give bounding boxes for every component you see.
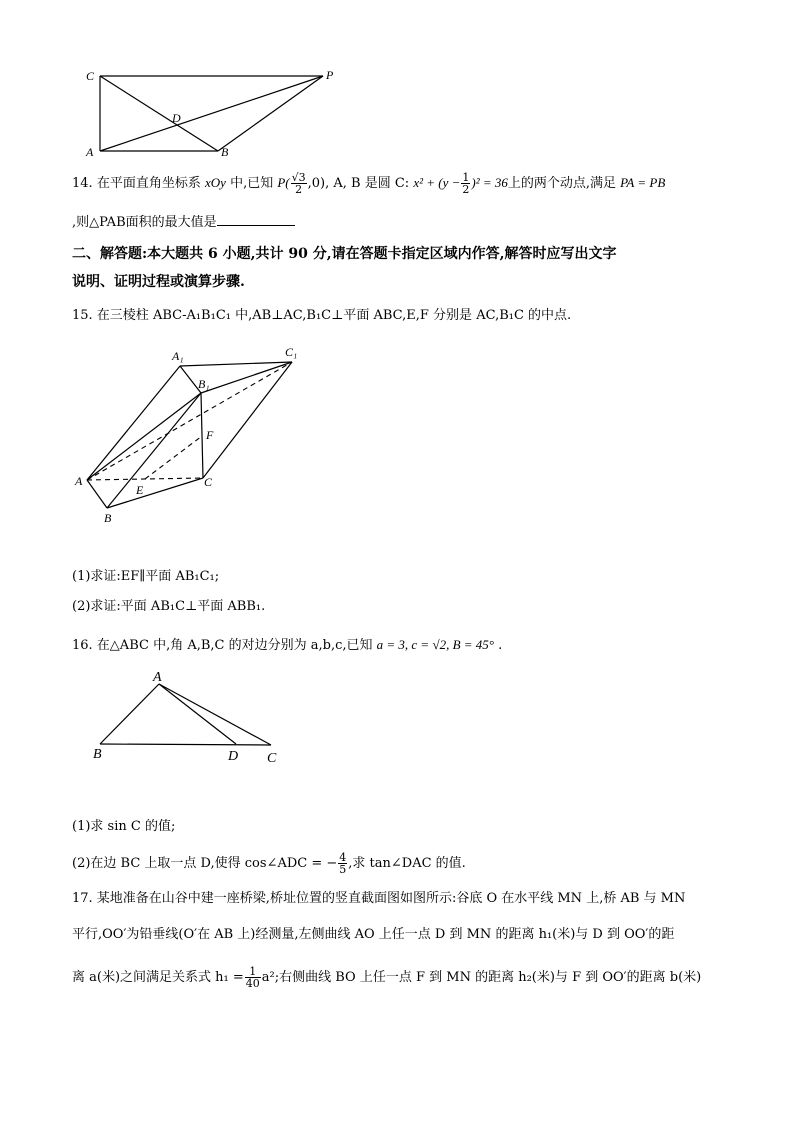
- label-D: D: [172, 111, 181, 125]
- section-heading-cont: 说明、证明过程或演算步骤.: [72, 274, 245, 290]
- fraction: [338, 852, 347, 875]
- label-A1: A₁: [172, 349, 184, 363]
- label-B: B: [93, 747, 102, 762]
- question-14-cont: [72, 213, 295, 232]
- figure-q16: [85, 670, 295, 770]
- numerator: √3: [291, 171, 306, 184]
- text: ,求 tan∠DAC 的值.: [348, 856, 466, 871]
- label-C1: C₁: [285, 345, 298, 359]
- figure-q15: [70, 340, 310, 530]
- text: 中,已知: [230, 176, 274, 191]
- question-16-part-1: (1)求 sin C 的值;: [72, 819, 176, 834]
- text: (2)在边 BC 上取一点 D,使得 cos∠ADC = −: [72, 856, 338, 871]
- math: ,0): [307, 176, 326, 191]
- math: P(: [277, 175, 290, 190]
- question-14: [72, 172, 665, 195]
- numerator: 1: [245, 966, 261, 978]
- denominator: 2: [295, 183, 303, 196]
- label-F: F: [206, 428, 214, 442]
- answer-blank: [217, 213, 295, 226]
- question-number: 14.: [72, 176, 93, 191]
- question-17: 17. 某地准备在山谷中建一座桥梁,桥址位置的竖直截面图如图所示:谷底 O 在水平线 MN 上,桥 AB 与 MN: [72, 891, 686, 906]
- numerator: 1: [462, 171, 470, 184]
- label-B: B: [104, 511, 112, 525]
- question-16-part-2: [72, 852, 466, 875]
- label-C: C: [86, 69, 95, 83]
- label-A: A: [86, 145, 94, 159]
- label-C: C: [204, 475, 213, 489]
- label-C: C: [267, 751, 277, 766]
- label-P: P: [326, 68, 334, 82]
- section-heading: 二、解答题:本大题共 6 小题,共计 90 分,请在答题卡指定区域内作答,解答时应写出文字: [72, 246, 617, 262]
- text: .: [498, 638, 503, 653]
- text: , A, B 是圆 C:: [325, 176, 410, 191]
- text: 上的两个动点,满足: [507, 176, 617, 191]
- text: 离 a(米)之间满足关系式 h₁ =: [72, 970, 244, 985]
- label-B: B: [221, 145, 229, 159]
- question-15-part-1: (1)求证:EF∥平面 AB₁C₁;: [72, 569, 220, 584]
- text: 16. 在△ABC 中,角 A,B,C 的对边分别为 a,b,c,已知: [72, 638, 373, 653]
- question-15: 15. 在三棱柱 ABC-A₁B₁C₁ 中,AB⊥AC,B₁C⊥平面 ABC,E,F 分别是 AC,B₁C 的中点.: [72, 308, 572, 323]
- label-D: D: [228, 749, 239, 764]
- figure-q13: [80, 66, 350, 162]
- question-17-line-3: [72, 966, 701, 989]
- label-B1: B₁: [198, 377, 210, 391]
- fraction: [245, 966, 261, 989]
- equation: )² = 36: [471, 175, 508, 190]
- numerator: 4: [339, 851, 347, 864]
- text: 在平面直角坐标系: [96, 176, 201, 191]
- text: a²;右侧曲线 BO 上任一点 F 到 MN 的距离 h₂(米)与 F 到 OO′的距离 b(米): [261, 970, 702, 985]
- math: xOy: [204, 175, 226, 190]
- label-A: A: [153, 670, 162, 685]
- math: a = 3, c = √2, B = 45°: [376, 637, 495, 652]
- denominator: 40: [245, 977, 260, 990]
- fraction: [291, 172, 307, 195]
- label-E: E: [136, 483, 144, 497]
- question-15-part-2: (2)求证:平面 AB₁C⊥平面 ABB₁.: [72, 599, 266, 614]
- equation: x² + (y −: [413, 175, 461, 190]
- denominator: 5: [339, 863, 347, 876]
- label-A: A: [75, 474, 83, 488]
- math: PA = PB: [620, 175, 666, 190]
- question-16: [72, 636, 502, 655]
- question-17-line-2: 平行,OO′为铅垂线(O′在 AB 上)经测量,左侧曲线 AO 上任一点 D 到 MN 的距离 h₁(米)与 D 到 OO′的距: [72, 927, 675, 942]
- fraction: [461, 172, 470, 195]
- denominator: 2: [462, 183, 470, 196]
- text: ,则△PAB面积的最大值是: [72, 215, 217, 230]
